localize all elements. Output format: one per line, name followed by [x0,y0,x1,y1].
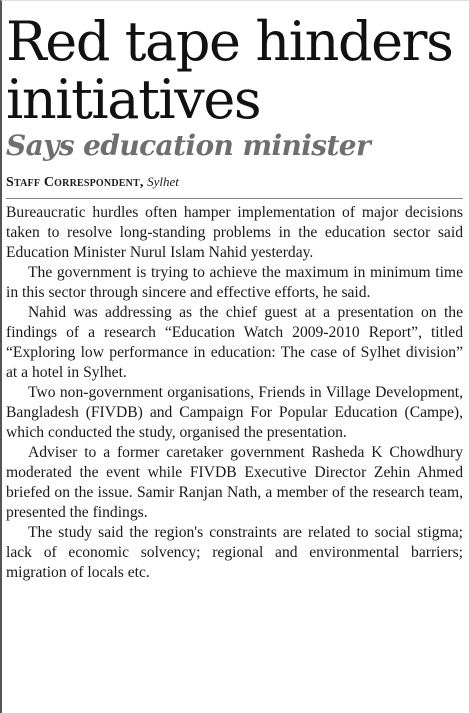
article-paragraph: Adviser to a former caretaker government Rasheda K Chowdhury moderated the event while FIVDB Executive Director Zehin Ahmed briefed on the issue. Samir Ranjan Nath, a member of the research team, presented the findings. [6,444,463,521]
article-body [6,203,463,583]
article-paragraph: Nahid was addressing as the chief guest at a presentation on the findings of a research “Education Watch 2009-2010 Report”, titled “Exploring low performance in education: The case of Sylhet division” at a hotel in Sylhet. [6,304,463,381]
byline-location: Sylhet [147,174,179,189]
byline [6,171,463,199]
article-paragraph: Bureaucratic hurdles often hamper implementation of major decisions taken to resolve long-standing problems in the education sector said Education Minister Nurul Islam Nahid yesterday. [6,204,463,261]
byline-author: Staff Correspondent, [6,175,144,190]
article-paragraph: Two non-government organisations, Friends in Village Development, Bangladesh (FIVDB) and Campaign For Popular Education (Campe), which conducted the study, organised the presentation. [6,384,463,441]
headline: Red tape hinders initiatives [6,10,453,131]
subheadline: Says education minister [6,129,371,162]
article-paragraph: The study said the region's constraints are related to social stigma; lack of economic solvency; regional and environmental barriers; migration of locals etc. [6,524,463,581]
article-paragraph: The government is trying to achieve the maximum in minimum time in this sector through sincere and effective efforts, he said. [6,264,463,301]
